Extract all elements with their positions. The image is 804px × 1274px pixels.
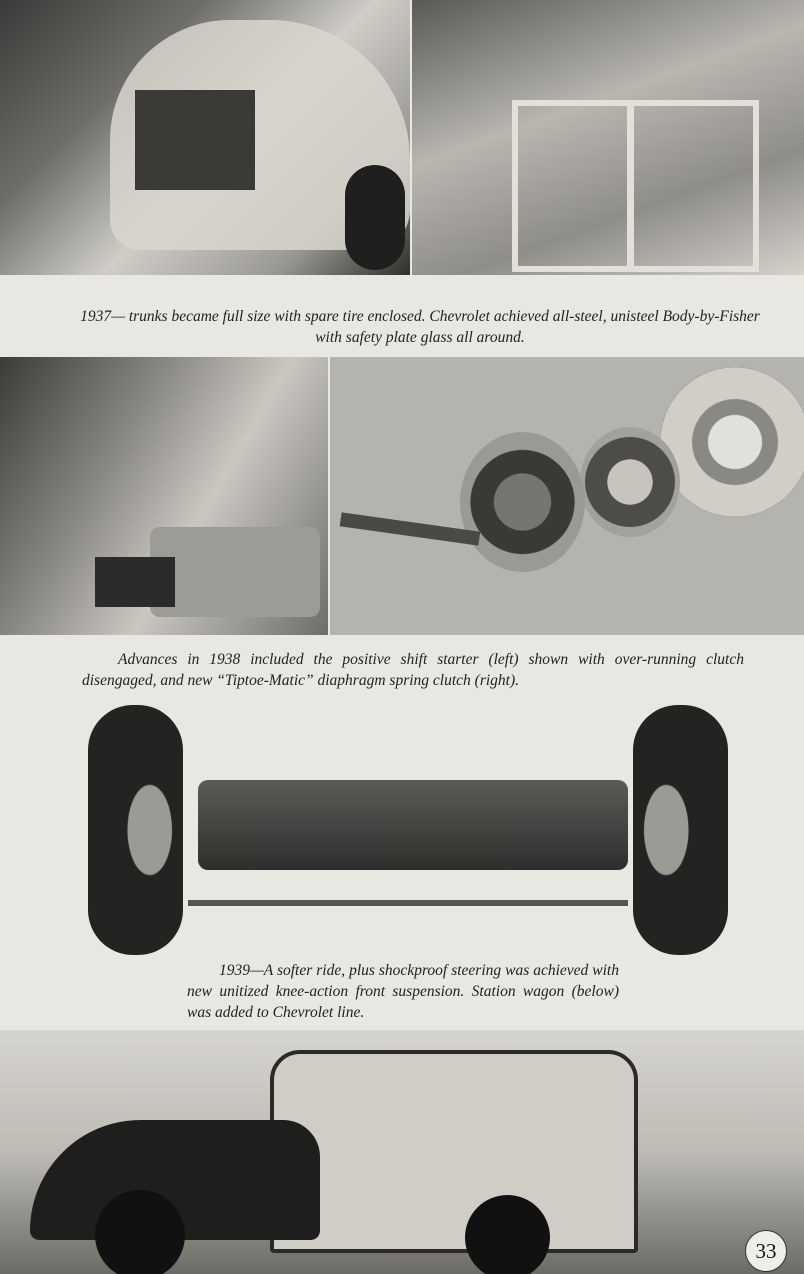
photo-1939-station-wagon [0, 1030, 804, 1274]
page-number: 33 [755, 1238, 777, 1263]
photo-1939-front-suspension [88, 700, 730, 990]
caption-1937: 1937— trunks became full size with spare tire enclosed. Chevrolet achieved all-steel, unisteel Body-by-Fisher with safety plate glass all around. [80, 308, 760, 346]
photo-1937-trunk [0, 0, 410, 275]
photo-1938-starter [0, 357, 328, 635]
photo-1937-unisteel-body [412, 0, 804, 275]
caption-1938: Advances in 1938 included the positive shift starter (left) shown with over-running clutch disengaged, and new “Tiptoe-Matic” diaphragm spring clutch (right). [82, 651, 744, 689]
caption-1939: 1939—A softer ride, plus shockproof steering was achieved with new unitized knee-action front suspension. Station wagon (below) was added to Chevrolet line. [187, 962, 619, 1021]
photo-1938-clutch [330, 357, 804, 635]
page-number-badge [745, 1230, 787, 1272]
